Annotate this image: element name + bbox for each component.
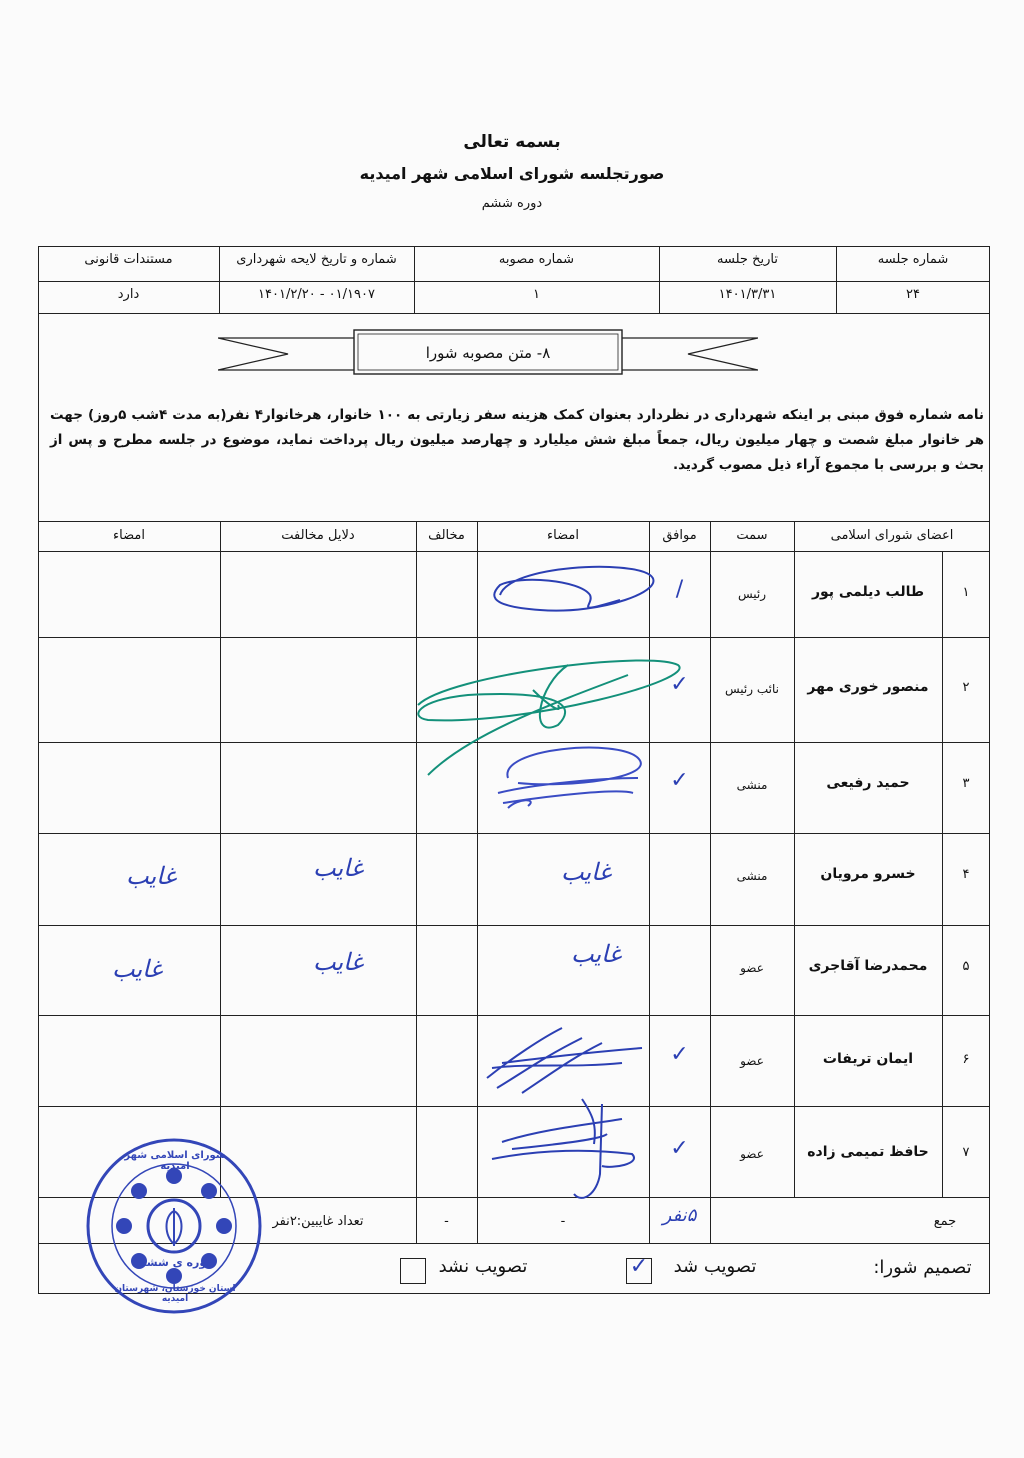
- member-name: طالب دیلمی پور: [811, 584, 925, 600]
- value-session-number: ۲۴: [906, 287, 920, 302]
- document-title: صورتجلسه شورای اسلامی شهر امیدیه: [359, 164, 665, 183]
- header-session-date: تاریخ جلسه: [717, 252, 778, 267]
- agree-mark: ✓: [670, 1136, 689, 1161]
- col-header-opposition-reasons: دلایل مخالفت: [281, 528, 355, 543]
- agree-mark: ✓: [670, 768, 689, 793]
- agree-mark: ✓: [670, 672, 689, 697]
- row-number: ۲: [962, 680, 970, 695]
- ribbon-label: ۸- متن مصوبه شورا: [425, 344, 551, 362]
- stamp-text-bottom: استان خوزستان، شهرستان امیدیه: [114, 1284, 236, 1304]
- stamp-center: دوره ی ششم: [138, 1256, 212, 1269]
- member-role: منشی: [736, 869, 768, 883]
- col-header-role: سمت: [736, 528, 768, 543]
- value-resolution-number: ۱: [533, 287, 540, 302]
- col-header-opposed: مخالف: [428, 528, 465, 543]
- row-number: ۴: [962, 867, 970, 882]
- row-number: ۵: [962, 959, 970, 974]
- member-name: حمید رفیعی: [826, 775, 910, 791]
- absent-note: غایب: [111, 955, 163, 983]
- absent-count: تعداد غایبین:۲نفر: [272, 1214, 364, 1229]
- signature-6: [482, 1018, 652, 1098]
- value-bill-number-date: ۰۱/۱۹۰۷ - ۱۴۰۱/۲/۲۰: [258, 287, 375, 302]
- col-header-agree: موافق: [662, 528, 697, 543]
- absent-note: غایب: [125, 862, 177, 890]
- signature-1: [480, 555, 680, 635]
- resolution-text: نامه شماره فوق مبنی بر اینکه شهرداری در نظردارد بعنوان کمک هزینه سفر زیارتی به ۱۰۰ خانوار، هرخانوار۴ نفر(به مدت ۴شب ۵روز) جهت هر خانوار مبلغ شصت و چهار میلیون ریال، جمعاً مبلغ شش میلیارد و چهارصد میلیون ریال پرداخت نماید، موضوع در جلسه مطرح و پس از بحث و بررسی با مجموع آراء ذیل مصوب گردید.: [50, 407, 984, 473]
- member-role: نائب رئیس: [725, 682, 779, 696]
- approved-check-icon: ✓: [629, 1254, 649, 1279]
- member-name: محمدرضا آقاجری: [808, 958, 928, 974]
- member-name: خسرو مرویان: [820, 866, 916, 882]
- member-role: عضو: [740, 1147, 764, 1161]
- member-name: حافظ تمیمی زاده: [807, 1144, 929, 1160]
- absent-note: غایب: [312, 948, 364, 976]
- member-role: عضو: [740, 1054, 764, 1068]
- member-role: منشی: [736, 778, 768, 792]
- agree-total: ۵نفر: [662, 1205, 697, 1226]
- decision-label: تصمیم شورا:: [873, 1257, 972, 1278]
- absent-note: غایب: [570, 940, 622, 968]
- absent-note: غایب: [560, 858, 612, 886]
- header-bill-number-date: شماره و تاریخ لایحه شهرداری: [236, 252, 397, 267]
- stamp-text-top: شورای اسلامی شهر امیدیه: [124, 1150, 226, 1172]
- value-legal-docs: دارد: [117, 287, 140, 302]
- header-resolution-number: شماره مصوبه: [498, 252, 575, 267]
- row-number: ۱: [962, 585, 970, 600]
- row-number: ۷: [962, 1145, 970, 1160]
- approved-label: تصویب شد: [673, 1256, 757, 1277]
- header-session-number: شماره جلسه: [877, 252, 949, 267]
- signature-dash: -: [560, 1214, 566, 1229]
- member-name: منصور خوری مهر: [807, 679, 929, 695]
- opposed-dash: -: [444, 1214, 449, 1229]
- value-session-date: ۱۴۰۱/۳/۳۱: [718, 287, 777, 302]
- agree-mark: /: [675, 577, 684, 602]
- row-number: ۶: [962, 1052, 970, 1067]
- signature-7: [482, 1094, 652, 1214]
- rejected-checkbox[interactable]: [400, 1258, 426, 1284]
- signature-3: [478, 738, 658, 818]
- col-header-members: اعضای شورای اسلامی: [830, 528, 954, 543]
- invocation: بسمه تعالی: [463, 132, 561, 152]
- col-header-signature-2: امضاء: [113, 528, 145, 543]
- col-header-signature: امضاء: [547, 528, 579, 543]
- member-role: عضو: [740, 961, 764, 975]
- totals-label: جمع: [933, 1214, 957, 1229]
- rejected-label: تصویب نشد: [438, 1256, 528, 1277]
- term-label: دوره ششم: [481, 196, 543, 211]
- header-legal-docs: مستندات قانونی: [84, 252, 173, 267]
- agree-mark: ✓: [670, 1042, 689, 1067]
- member-name: ایمان تریفات: [822, 1051, 914, 1067]
- absent-note: غایب: [312, 854, 364, 882]
- row-number: ۳: [962, 776, 970, 791]
- member-role: رئیس: [737, 587, 767, 601]
